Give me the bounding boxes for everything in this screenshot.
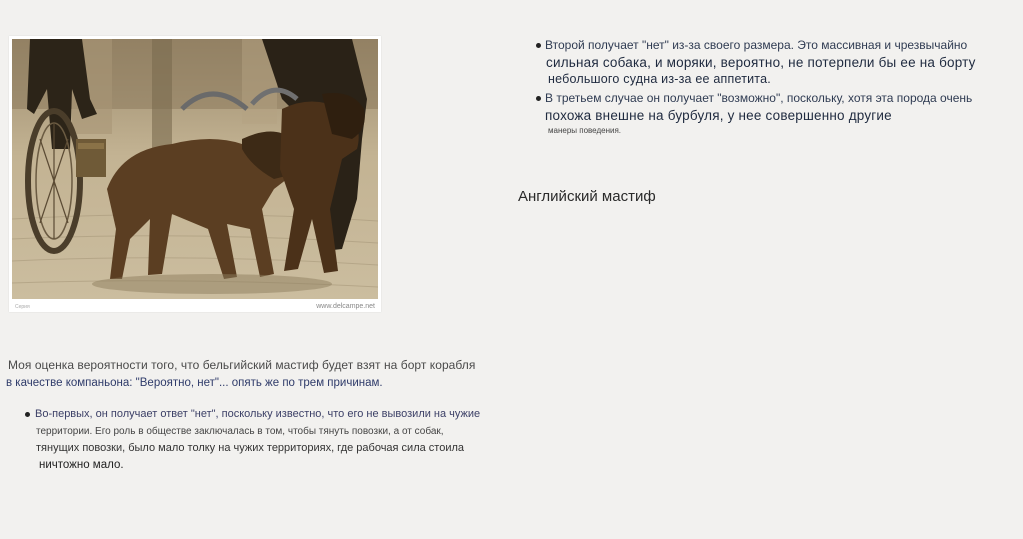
bullet-line: тянущих повозки, было мало толку на чужих территориях, где рабочая сила стоила (36, 442, 465, 454)
reasons-list (24, 406, 504, 474)
bullet-line: манеры поведения. (548, 126, 622, 135)
list-item (535, 37, 1015, 88)
bullet-line: В третьем случае он получает "возможно", поскольку, хотя эта порода очень (545, 91, 973, 105)
evaluation-text: Моя оценка вероятности того, что бельгийский мастиф будет взят на борт корабля (8, 358, 476, 372)
evaluation-text: в качестве компаньона: "Вероятно, нет"... опять же по трем причинам. (6, 377, 383, 389)
section-heading: Английский мастиф (518, 188, 656, 205)
bullet-line: Второй получает "нет" из-за своего размера. Это массивная и чрезвычайно (545, 38, 968, 52)
bullet-line: территории. Его роль в обществе заключалась в том, чтобы тянуть повозки, а от собак, (36, 426, 444, 437)
bullet-line: Во-первых, он получает ответ "нет", поскольку известно, что его не вывозили на чужие (35, 408, 481, 420)
bullet-line: похожа внешне на бурбуля, у нее совершенно другие (545, 108, 892, 123)
dog-cart-photo (9, 36, 381, 312)
breed-reasons-list (535, 37, 1015, 140)
bullet-line: ничтожно мало. (39, 459, 124, 471)
list-item (535, 90, 1015, 138)
dog-cart-photo-image (12, 39, 378, 299)
photo-small-caption: Серия (15, 304, 30, 310)
bullet-line: сильная собака, и моряки, вероятно, не потерпели бы ее на борту (546, 55, 976, 70)
photo-credit: www.delcampe.net (316, 303, 375, 310)
list-item (24, 406, 504, 474)
bullet-line: небольшого судна из-за ее аппетита. (548, 72, 771, 86)
